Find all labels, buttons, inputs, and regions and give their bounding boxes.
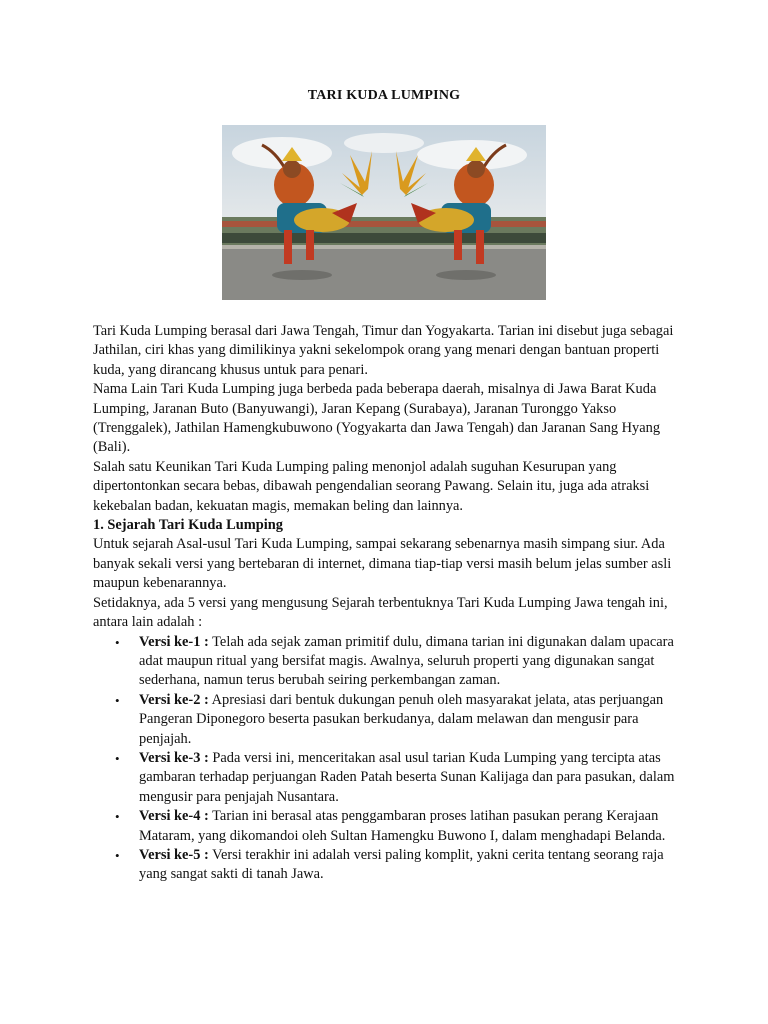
- history-paragraph: Untuk sejarah Asal-usul Tari Kuda Lumping, sampai sekarang sebenarnya masih simpang siur. Ada banyak sekali versi yang bertebaran di internet, dimana tiap-tiap versi masih belum jelas sumber asli maupun kebenarannya.: [93, 536, 672, 592]
- intro-paragraph: Tari Kuda Lumping berasal dari Jawa Tengah, Timur dan Yogyakarta. Tarian ini disebut juga sebagai Jathilan, ciri khas yang dimilikinya yakni sekelompok orang yang menari dengan bantuan properti kuda, yang dirancang khusus untuk para penari.: [93, 323, 674, 378]
- version-text: Versi terakhir ini adalah versi paling komplit, yakni cerita tentang seorang raja yang sangat sakti di tanah Jawa.: [139, 846, 664, 883]
- list-item: [93, 749, 683, 807]
- bullet-icon: •: [115, 809, 120, 825]
- list-item: [93, 691, 683, 749]
- bullet-icon: •: [115, 634, 120, 650]
- bullet-icon: •: [115, 750, 120, 766]
- version-label: Versi ke-1 :: [139, 633, 209, 650]
- list-item: [93, 846, 683, 885]
- bullet-icon: •: [115, 692, 120, 708]
- dancers-photo-icon: [222, 125, 546, 300]
- versions-intro-paragraph: Setidaknya, ada 5 versi yang mengusung Sejarah terbentuknya Tari Kuda Lumping Jawa tengah ini, antara lain adalah :: [93, 594, 668, 631]
- other-names-paragraph: Nama Lain Tari Kuda Lumping juga berbeda pada beberapa daerah, misalnya di Jawa Barat Kuda Lumping, Jaranan Buto (Banyuwangi), Jaran Kepang (Surabaya), Jaranan Turonggo Yakso (Trenggalek), Jathilan Hamengkubuwono (Yogyakarta dan Jawa Tengah) dan Jaranan Sang Hyang (Bali).: [93, 381, 661, 456]
- version-text: Pada versi ini, menceritakan asal usul tarian Kuda Lumping yang tercipta atas gambaran terhadap perjuangan Raden Patah beserta Sunan Kalijaga dan para pasukan, dalam mengusir para penjajah Nusantara.: [139, 749, 675, 805]
- version-text: Tarian ini berasal atas penggambaran proses latihan pasukan perang Kerajaan Mataram, yang dikomandoi oleh Sultan Hamengku Buwono I, dalam menghadapi Belanda.: [139, 808, 666, 844]
- version-text: Apresiasi dari bentuk dukungan penuh oleh masyarakat jelata, atas perjuangan Pangeran Diponegoro beserta pasukan berkudanya, dalam melawan dan mengusir para penjajah.: [139, 691, 664, 747]
- version-label: Versi ke-3 :: [139, 749, 209, 766]
- section-heading: 1. Sejarah Tari Kuda Lumping: [93, 517, 283, 534]
- bullet-icon: •: [115, 847, 120, 863]
- page-title: TARI KUDA LUMPING: [307, 88, 461, 103]
- list-item: [93, 633, 683, 691]
- uniqueness-paragraph: Salah satu Keunikan Tari Kuda Lumping paling menonjol adalah suguhan Kesurupan yang dipertontonkan secara bebas, dibawah pengendalian seorang Pawang. Selain itu, juga ada atraksi kekebalan badan, kekuatan magis, memakan beling dan lainnya.: [93, 458, 650, 514]
- versions-list: [93, 633, 683, 885]
- version-label: Versi ke-2 :: [139, 691, 209, 708]
- version-text: Telah ada sejak zaman primitif dulu, dimana tarian ini digunakan dalam upacara adat maupun ritual yang bersifat magis. Awalnya, seluruh properti yang digunakan sangat sederhana, namun terus berubah seiring perkembangan zaman.: [139, 633, 674, 689]
- document-body: [93, 322, 683, 885]
- kuda-lumping-photo: [222, 125, 546, 300]
- version-label: Versi ke-4 :: [139, 808, 209, 825]
- list-item: [93, 807, 683, 846]
- version-label: Versi ke-5 :: [139, 846, 209, 863]
